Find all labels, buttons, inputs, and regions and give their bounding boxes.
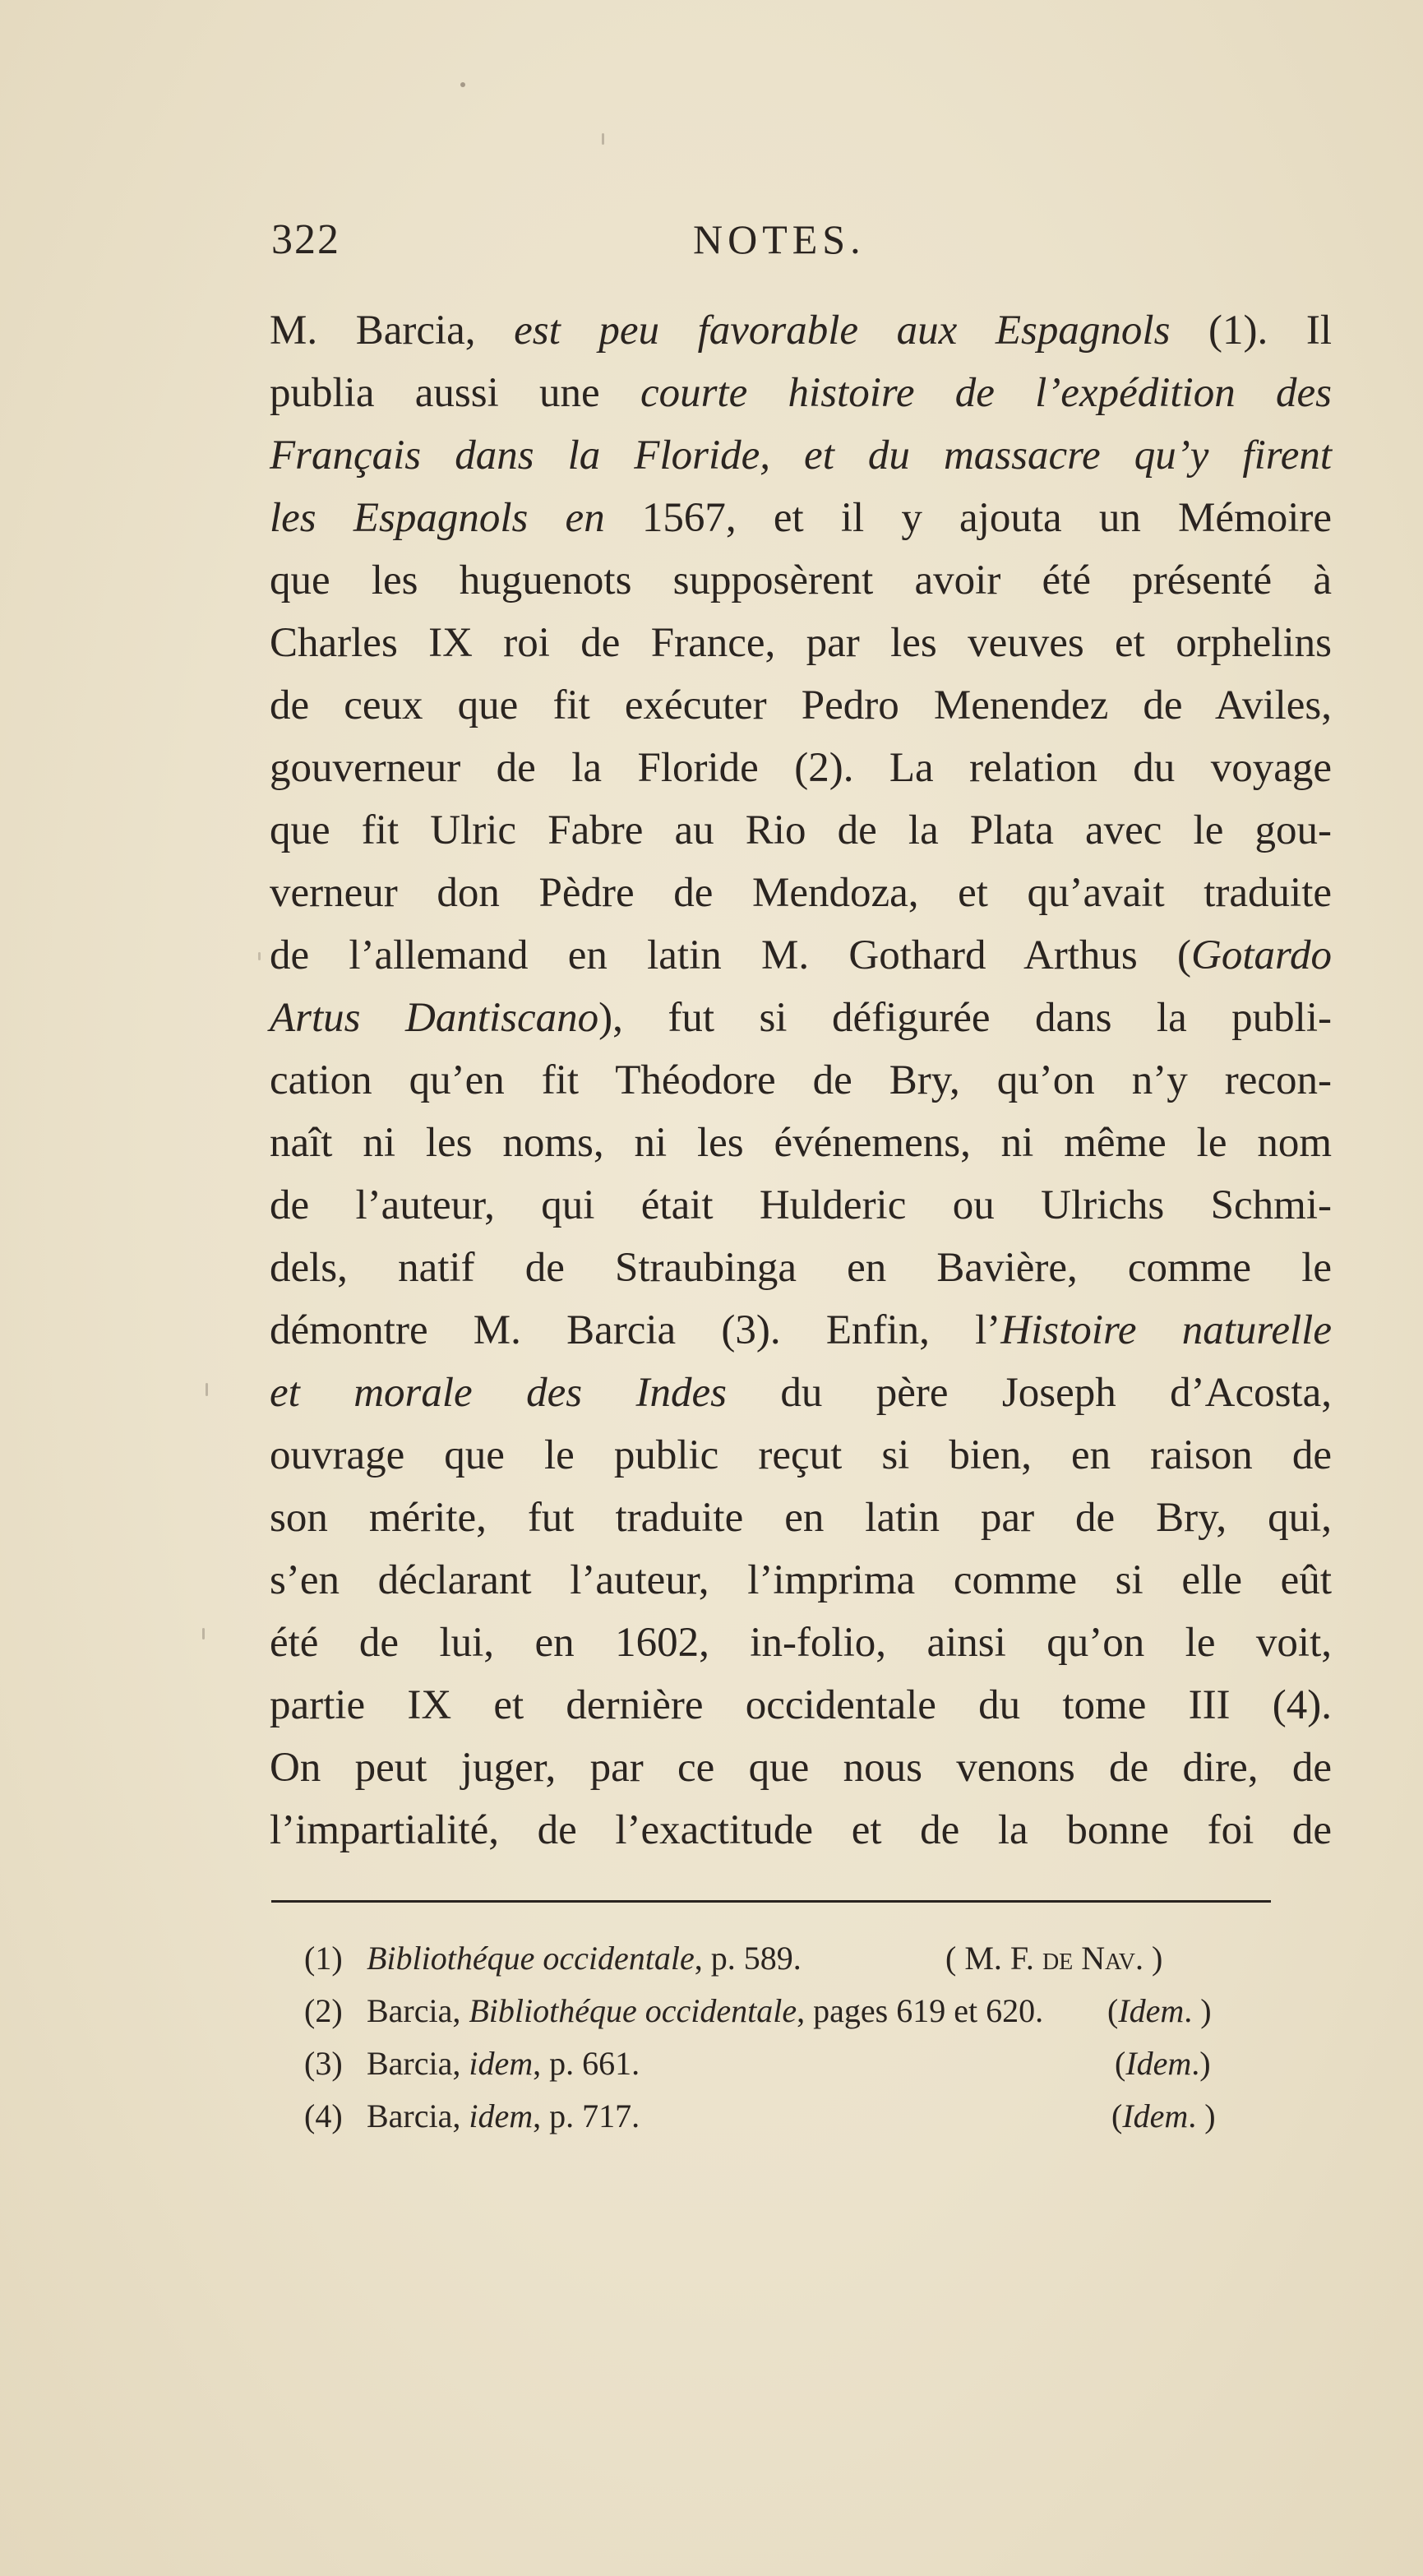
footnote-text: , p. 661. <box>533 2045 640 2082</box>
roman-text: gouverneur de la Floride (2). La relation du voyage <box>270 745 1332 791</box>
ink-speck <box>460 82 465 87</box>
text-line <box>270 362 1332 424</box>
citation-italic: Idem <box>1125 2045 1192 2082</box>
citation-text: . ) <box>1188 2097 1216 2134</box>
running-head <box>271 215 1332 273</box>
footnote-text: , pages 619 et 620. <box>797 1992 1044 2029</box>
text-line <box>270 487 1332 549</box>
footnote-italic: idem <box>469 2097 534 2134</box>
footnote <box>304 2037 1340 2090</box>
text-line <box>270 1049 1332 1112</box>
footnote-text: Barcia, <box>367 1992 469 2029</box>
text-line <box>270 424 1332 487</box>
text-line <box>270 674 1332 737</box>
roman-text: partie IX et dernière occidentale du tome III (4). <box>270 1682 1332 1728</box>
citation-text: . ) <box>1134 1940 1163 1977</box>
footnote <box>304 1932 1340 1985</box>
citation-italic: Idem <box>1122 2097 1189 2134</box>
footnote-italic: Bibliothéque occidentale <box>367 1940 695 1977</box>
footnote-number: (3) <box>304 2045 343 2082</box>
text-line <box>270 862 1332 924</box>
roman-text: M. Barcia, <box>270 308 515 354</box>
ink-speck <box>206 1383 208 1396</box>
roman-text: du père Joseph d’Acosta, <box>726 1370 1332 1416</box>
page-number: 322 <box>271 216 340 263</box>
text-line <box>270 1174 1332 1237</box>
text-line <box>270 1299 1332 1362</box>
footnote-italic: Bibliothéque occidentale <box>469 1992 797 2029</box>
text-line <box>270 799 1332 862</box>
footnote-citation <box>945 1932 1162 1985</box>
footnote-text: Barcia, <box>367 2045 469 2082</box>
roman-text: de l’allemand en latin M. Gothard Arthus ( <box>270 932 1192 978</box>
roman-text: (1). Il <box>1170 308 1332 354</box>
citation-text: ( <box>1107 1992 1119 2029</box>
text-line <box>270 612 1332 674</box>
text-line <box>270 1799 1332 1861</box>
roman-text: ouvrage que le public reçut si bien, en raison de <box>270 1432 1332 1478</box>
text-line <box>270 737 1332 799</box>
text-line <box>270 1362 1332 1424</box>
italic-text: Artus Dantiscano <box>270 995 599 1041</box>
text-line <box>270 1737 1332 1799</box>
footnote-number: (4) <box>304 2097 343 2134</box>
text-line <box>270 1424 1332 1487</box>
citation-text: . ) <box>1184 1992 1212 2029</box>
text-line <box>270 1549 1332 1612</box>
text-line <box>270 924 1332 987</box>
italic-text: est peu favorable aux Espagnols <box>514 308 1171 354</box>
citation-text: .) <box>1191 2045 1211 2082</box>
roman-text: s’en déclarant l’auteur, l’imprima comme si elle eût <box>270 1557 1332 1603</box>
roman-text: dels, natif de Straubinga en Bavière, comme le <box>270 1245 1332 1291</box>
roman-text: été de lui, en 1602, in-folio, ainsi qu’on le voit, <box>270 1620 1332 1666</box>
footnote-citation <box>1111 2090 1216 2143</box>
text-line <box>270 549 1332 612</box>
italic-text: et morale des Indes <box>270 1370 727 1416</box>
roman-text: cation qu’en fit Théodore de Bry, qu’on n’y recon- <box>270 1057 1332 1103</box>
roman-text: publia aussi une <box>270 370 640 416</box>
italic-text: Gotardo <box>1191 932 1332 978</box>
citation-smallcaps: de Nav <box>1042 1940 1135 1977</box>
roman-text: 1567, et il y ajouta un Mémoire <box>604 495 1332 541</box>
citation-text: ( M. F. <box>945 1940 1042 1977</box>
citation-text: ( <box>1111 2097 1123 2134</box>
roman-text: l’impartialité, de l’exactitude et de la bonne foi de <box>270 1807 1332 1853</box>
footnote-citation <box>1107 1985 1212 2037</box>
roman-text: naît ni les noms, ni les événemens, ni même le nom <box>270 1120 1332 1166</box>
roman-text: On peut juger, par ce que nous venons de dire, de <box>270 1745 1332 1791</box>
footnote-rule <box>271 1900 1271 1903</box>
text-line <box>270 1237 1332 1299</box>
footnotes <box>304 1932 1340 2143</box>
italic-text: Histoire naturelle <box>1000 1307 1332 1353</box>
ink-speck <box>202 1628 205 1639</box>
roman-text: Charles IX roi de France, par les veuves et orphelins <box>270 620 1332 666</box>
text-line <box>270 299 1332 362</box>
italic-text: courte histoire de l’expédition des <box>640 370 1332 416</box>
text-line <box>270 1674 1332 1737</box>
roman-text: de ceux que fit exécuter Pedro Menendez de Aviles, <box>270 682 1332 728</box>
footnote <box>304 1985 1340 2037</box>
footnote-number: (1) <box>304 1940 343 1977</box>
text-line <box>270 1612 1332 1674</box>
roman-text: ), fut si défigurée dans la publi- <box>598 995 1332 1041</box>
footnote-text: Barcia, <box>367 2097 469 2134</box>
roman-text: que les huguenots supposèrent avoir été présenté à <box>270 557 1332 604</box>
ink-speck <box>602 133 604 145</box>
roman-text: son mérite, fut traduite en latin par de Bry, qui, <box>270 1495 1332 1541</box>
italic-text: Français dans la Floride, et du massacre qu’y firent <box>270 432 1332 479</box>
footnote-citation <box>1115 2037 1211 2090</box>
footnote-text: , p. 589. <box>694 1940 802 1977</box>
roman-text: que fit Ulric Fabre au Rio de la Plata avec le gou- <box>270 807 1332 853</box>
body-text <box>270 299 1332 1861</box>
footnote-italic: idem <box>469 2045 534 2082</box>
ink-speck <box>258 952 261 960</box>
roman-text: démontre M. Barcia (3). Enfin, l’ <box>270 1307 1001 1353</box>
roman-text: de l’auteur, qui était Hulderic ou Ulrichs Schmi- <box>270 1182 1332 1228</box>
text-line <box>270 1112 1332 1174</box>
text-line <box>270 1487 1332 1549</box>
citation-text: ( <box>1115 2045 1126 2082</box>
footnote-text: , p. 717. <box>533 2097 640 2134</box>
section-title: NOTES. <box>693 216 866 262</box>
citation-italic: Idem <box>1118 1992 1185 2029</box>
italic-text: les Espagnols en <box>270 495 605 541</box>
text-line <box>270 987 1332 1049</box>
roman-text: verneur don Pèdre de Mendoza, et qu’avait traduite <box>270 870 1332 916</box>
footnote <box>304 2090 1340 2143</box>
footnote-number: (2) <box>304 1992 343 2029</box>
